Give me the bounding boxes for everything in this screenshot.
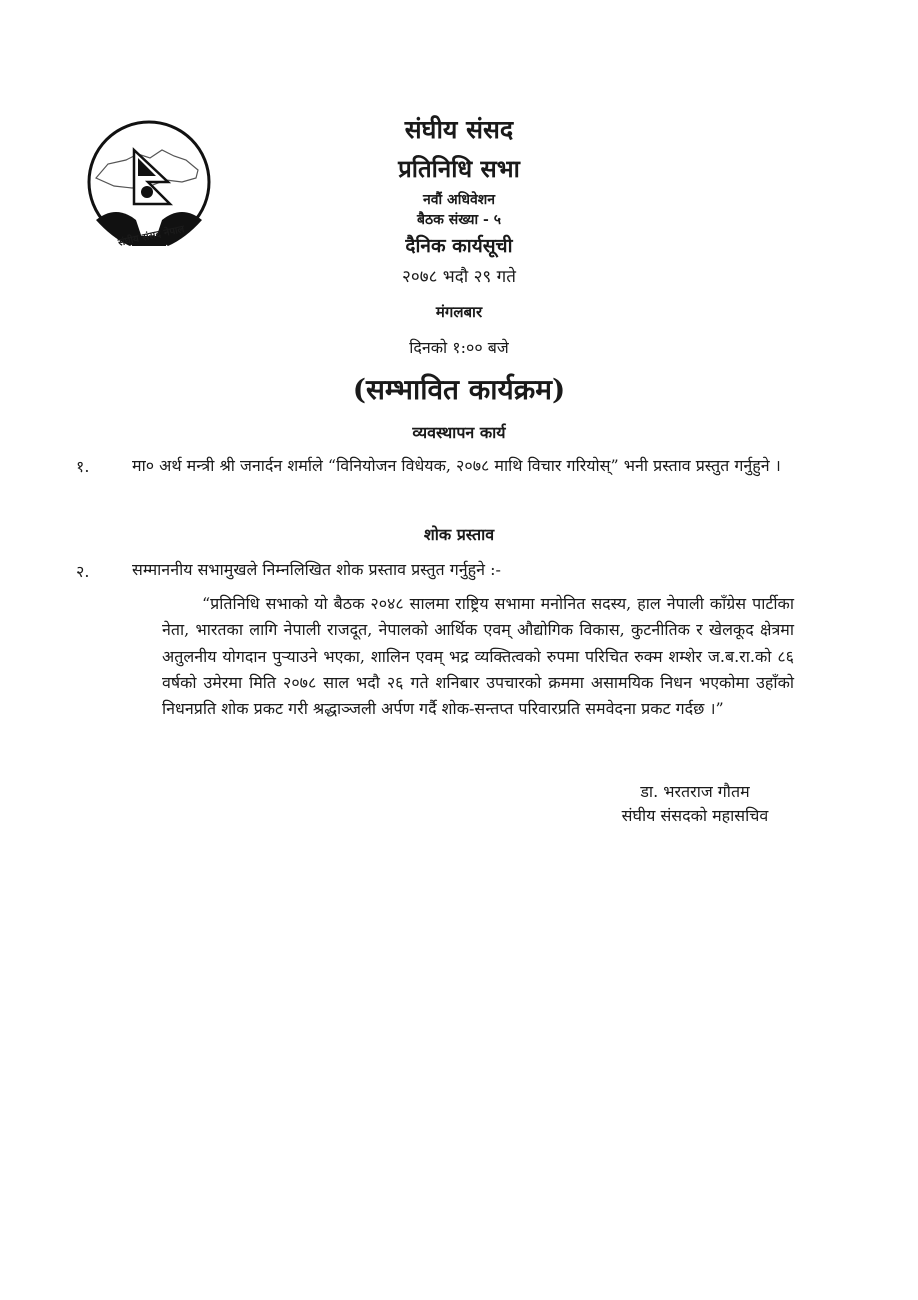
- parliament-title: संघीय संसद: [404, 115, 514, 144]
- agenda-date: २०७८ भदौ २९ गते: [402, 267, 516, 287]
- program-heading: (सम्भावित कार्यक्रम): [352, 373, 566, 406]
- item-text: सम्माननीय सभामुखले निम्नलिखित शोक प्रस्ताव प्रस्तुत गर्नुहुने :-: [132, 560, 501, 579]
- item-number: २.: [76, 562, 90, 581]
- condolence-text: “प्रतिनिधि सभाको यो बैठक २०४८ सालमा राष्ट्रिय सभामा मनोनित सदस्य, हाल नेपाली काँग्रेस पार्टीका नेता, भारतका लागि नेपाली राजदूत, नेपालको आर्थिक एवम् औद्योगिक विकास, कुटनीतिक र खेलकूद क्षेत्रमा अतुलनीय योगदान पुर्‍याउने भएका, शालिन एवम् भद्र व्यक्तित्वको रुपमा परिचित रुक्म शम्शेर ज.ब.रा.को ८६ वर्षको उमेरमा मिति २०७८ साल भदौ २६ गते शनिबार उपचारको क्रममा असामयिक निधन भएकोमा उहाँको निधनप्रति शोक प्रकट गरी श्रद्धाञ्जली अर्पण गर्दै शोक-सन्तप्त परिवारप्रति समवेदना प्रकट गर्दछ ।”: [162, 594, 794, 719]
- item-text: मा० अर्थ मन्त्री श्री जनार्दन शर्माले “विनियोजन विधेयक, २०७८ माथि विचार गरियोस्” भनी प्रस्ताव प्रस्तुत गर्नुहुने ।: [132, 456, 781, 475]
- item-number: १.: [76, 457, 90, 476]
- meeting-number: बैठक संख्या - ५: [417, 212, 501, 228]
- session-label: नवौं अधिवेशन: [422, 192, 496, 208]
- emblem-caption: संघीय संसद नेपाल: [117, 224, 186, 249]
- section-heading: व्यवस्थापन कार्य: [412, 423, 506, 442]
- house-title: प्रतिनिधि सभा: [398, 154, 520, 183]
- agenda-day: मंगलबार: [435, 303, 483, 321]
- signatory-title: संघीय संसदको महासचिव: [621, 806, 769, 825]
- section-heading: शोक प्रस्ताव: [423, 525, 495, 544]
- agenda-time: दिनको १:०० बजे: [409, 338, 509, 357]
- signatory-name: डा. भरतराज गौतम: [640, 782, 750, 801]
- agenda-title: दैनिक कार्यसूची: [405, 235, 513, 257]
